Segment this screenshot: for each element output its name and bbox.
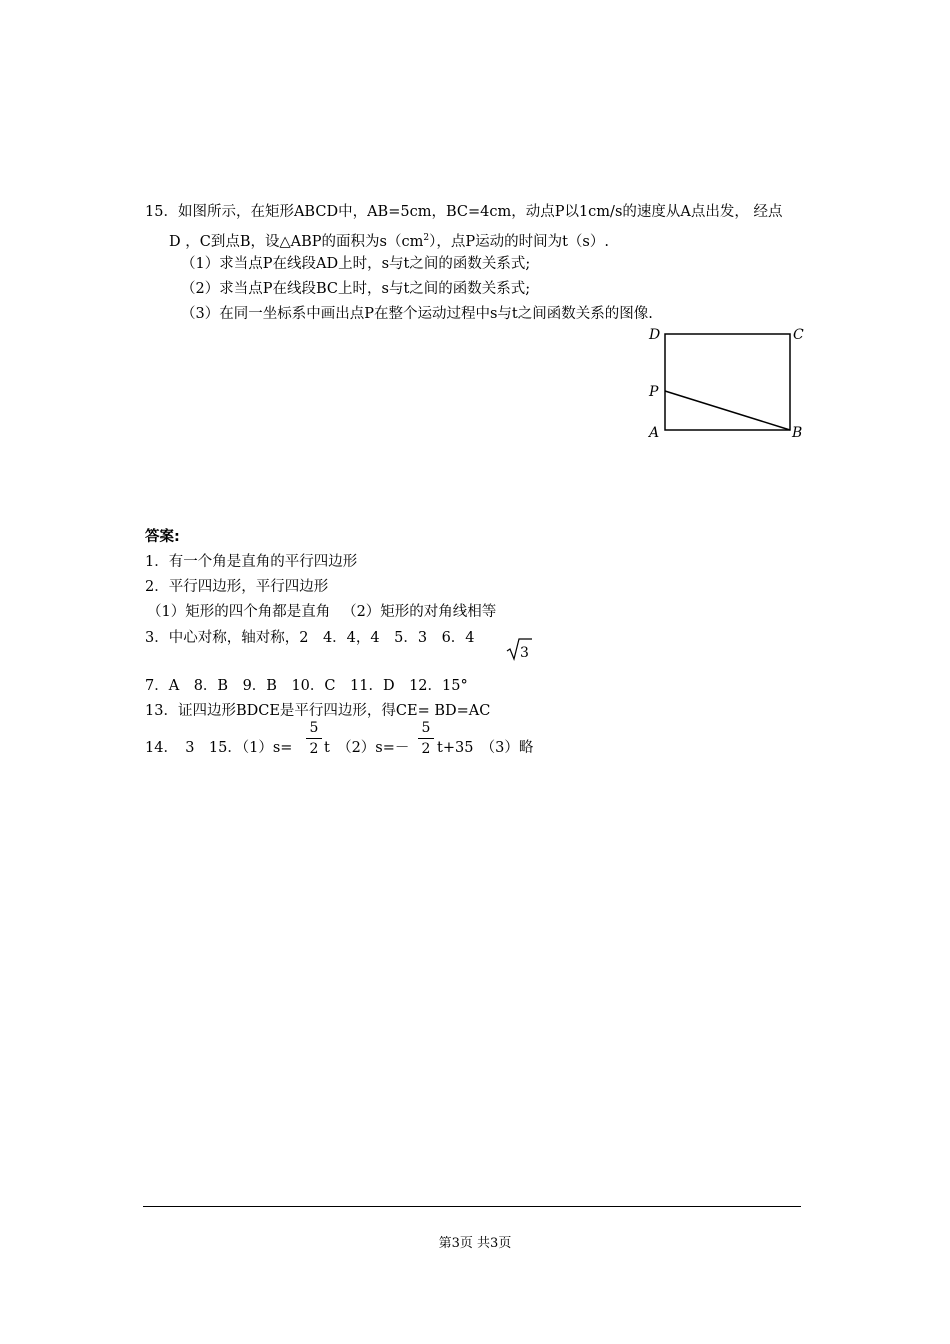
footer-rule	[143, 1206, 801, 1207]
answer-14-pre: 14． 3 15．（1）s=	[145, 740, 293, 756]
answer-13: 13．证四边形BDCE是平行四边形，得CE= BD=AC	[145, 703, 491, 719]
fraction-bar	[418, 738, 434, 739]
fraction-numerator: 5	[309, 720, 319, 736]
fraction-bar	[306, 738, 322, 739]
page-number: 第3页 共3页	[438, 1236, 512, 1251]
label-d: D	[649, 327, 661, 343]
label-a: A	[649, 425, 660, 441]
fraction-numerator: 5	[421, 720, 431, 736]
superscript-2: 2	[423, 233, 430, 243]
fraction-5-over-2-second	[418, 719, 434, 758]
answer-14-mid: t （2）s=－	[324, 740, 410, 756]
question-15-line-2-post: ），点P运动的时间为t（s）.	[429, 233, 609, 250]
question-15-sub-1: （1）求当点P在线段AD上时，s与t之间的函数关系式;	[181, 256, 531, 272]
rectangle-figure	[645, 322, 815, 447]
answer-14-post: t+35 （3）略	[437, 740, 534, 756]
sqrt-radicand: 3	[520, 645, 529, 661]
answer-7-12: 7．A 8．B 9．B 10．C 11．D 12．15°	[145, 678, 468, 694]
answers-heading: 答案:	[145, 529, 180, 545]
rectangle-abcd	[665, 334, 790, 430]
question-15-line-2-pre: D ，C到点B，设△ABP的面积为s（cm	[169, 233, 424, 250]
label-p: P	[649, 384, 659, 400]
fraction-denominator: 2	[421, 741, 431, 757]
question-15-sub-3: （3）在同一坐标系中画出点P在整个运动过程中s与t之间函数关系的图像.	[181, 306, 653, 322]
answer-2: 2．平行四边形，平行四边形	[145, 579, 329, 595]
question-15-line-2	[169, 228, 609, 252]
question-15-sub-2: （2）求当点P在线段BC上时，s与t之间的函数关系式;	[181, 281, 531, 297]
answer-1: 1．有一个角是直角的平行四边形	[145, 554, 358, 570]
answer-3-6: 3．中心对称，轴对称，2 4．4，4 5．3 6．4	[145, 630, 475, 646]
segment-pb	[665, 391, 790, 430]
answer-2-sub: （1）矩形的四个角都是直角 （2）矩形的对角线相等	[147, 604, 497, 620]
label-b: B	[792, 425, 803, 441]
label-c: C	[793, 327, 804, 343]
fraction-denominator: 2	[309, 741, 319, 757]
sqrt-symbol	[505, 636, 533, 662]
fraction-5-over-2-first	[306, 719, 322, 758]
question-15-line-1: 15．如图所示，在矩形ABCD中，AB=5cm，BC=4cm，动点P以1cm/s的速度从A点出发， 经点	[145, 204, 783, 220]
